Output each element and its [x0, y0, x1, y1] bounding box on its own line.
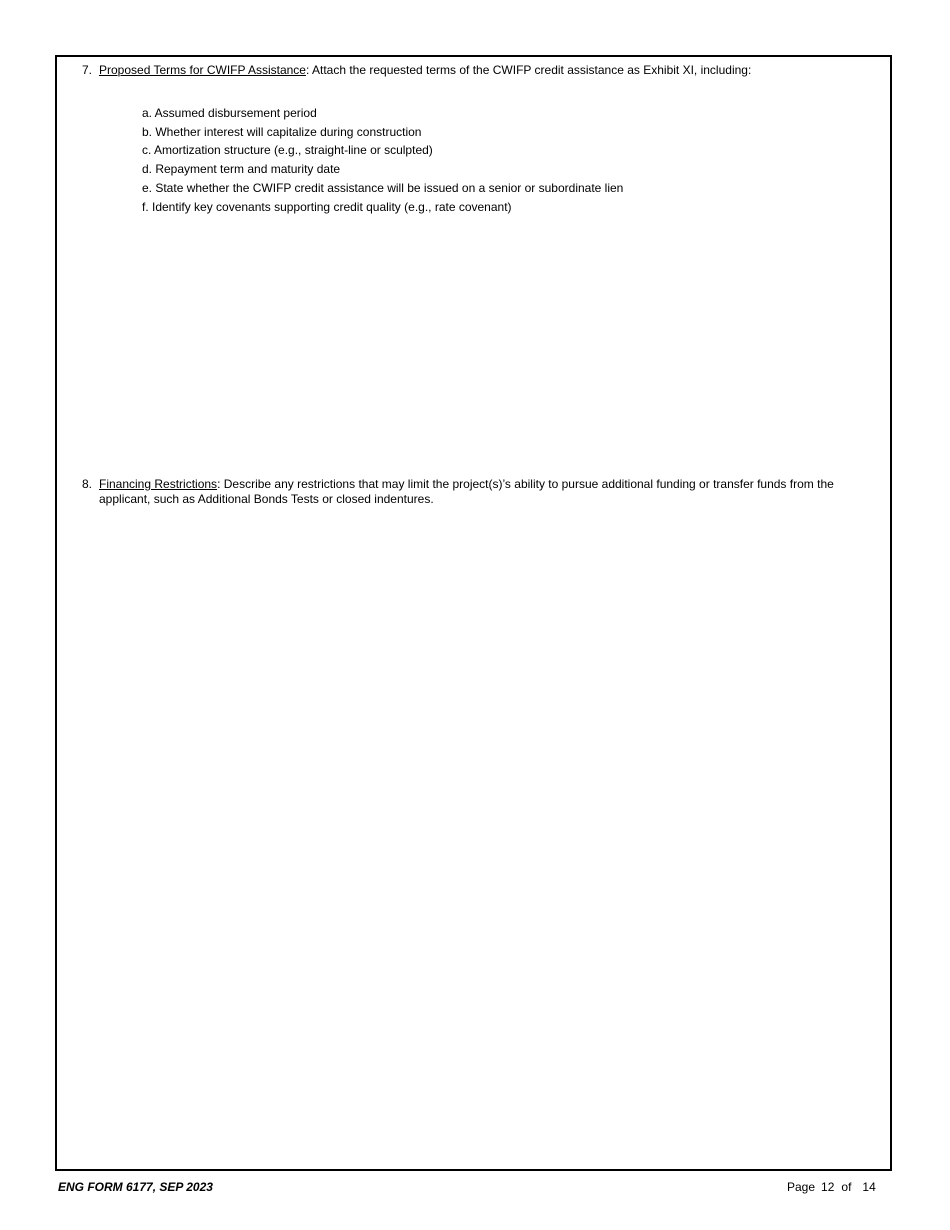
sublist-item: d. Repayment term and maturity date [142, 162, 341, 177]
section-7 [82, 63, 872, 214]
of-label: of [841, 1180, 852, 1194]
section-7-sublist [142, 104, 623, 216]
section-7-text: : Attach the requested terms of the CWIFP credit assistance as Exhibit XI, including: [305, 63, 752, 77]
section-8-number: 8. [82, 477, 93, 491]
sublist-item: a. Assumed disbursement period [142, 106, 317, 120]
section-7-number: 7. [82, 63, 93, 77]
sublist-item: c. Amortization structure (e.g., straight-line or sculpted) [142, 143, 433, 158]
sublist-item: b. Whether interest will capitalize during construction [142, 124, 422, 139]
sublist-item: f. Identify key covenants supporting credit quality (e.g., rate covenant) [142, 199, 512, 214]
section-8-text: : Describe any restrictions that may limit the project(s)’s ability to pursue additional funding or transfer funds from the applicant, such as Additional Bonds Tests or closed indentures. [99, 477, 834, 506]
form-id: ENG FORM 6177, SEP 2023 [58, 1180, 213, 1194]
section-8 [82, 477, 872, 507]
section-8-body [99, 477, 872, 507]
section-7-title: Proposed Terms for CWIFP Assistance [99, 63, 306, 77]
form-frame [55, 55, 892, 1171]
section-7-body [99, 63, 872, 78]
page-indicator [787, 1180, 876, 1194]
page-total: 14 [862, 1180, 876, 1194]
page-number: 12 [821, 1180, 835, 1194]
section-8-title: Financing Restrictions [99, 477, 218, 491]
page-label: Page [787, 1180, 816, 1194]
sublist-item: e. State whether the CWIFP credit assistance will be issued on a senior or subordinate lien [142, 180, 624, 195]
